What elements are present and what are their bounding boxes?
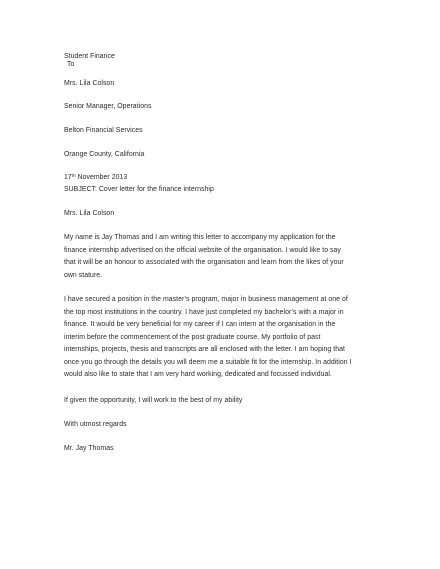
recipient-name: Mrs. Lila Colson — [64, 80, 115, 87]
paragraph-line: finance internship advertised on the official website of the organisation. I would like to say — [64, 246, 341, 254]
date-month-year: November 2013 — [75, 174, 128, 181]
date-day: 17 — [64, 174, 72, 181]
paragraph-line: finance. It would be very beneficial for my career if I can intern at the organisation in the — [64, 321, 336, 329]
paragraph-line: My name is Jay Thomas and I am writing this letter to accompany my application for the — [64, 234, 336, 241]
paragraph-closing-statement: If given the opportunity, I will work to the best of my ability — [64, 397, 243, 404]
paragraph-qualifications — [64, 294, 384, 382]
company-name: Belton Financial Services — [64, 127, 143, 134]
header-line-student-finance: Student Finance — [64, 53, 115, 60]
signature-name: Mr. Jay Thomas — [64, 445, 114, 452]
paragraph-line: interim before the commencement of the post graduate course. My portfolio of past — [64, 333, 321, 341]
paragraph-line: that it will be an honour to associated with the organisation and learn from the likes of your — [64, 259, 344, 267]
date-suffix: th — [71, 173, 76, 178]
subject-line: SUBJECT: Cover letter for the finance internship — [64, 186, 214, 193]
paragraph-line: I have secured a position in the master’s program, major in business management at one of — [64, 296, 348, 303]
recipient-title: Senior Manager, Operations — [64, 103, 152, 110]
paragraph-introduction — [64, 232, 384, 282]
closing-phrase: With utmost regards — [64, 421, 127, 428]
paragraph-line: once you go through the details you will deem me a suitable fit for the internship. In addition I — [64, 358, 352, 366]
company-location: Orange County, California — [64, 151, 145, 158]
paragraph-line: own stature. — [64, 271, 103, 279]
header-line-to: To — [67, 61, 75, 68]
salutation: Mrs. Lila Colson — [64, 210, 115, 217]
paragraph-line: would also like to state that I am very hard working, dedicated and focussed individual. — [64, 371, 332, 379]
paragraph-line: internships, projects, thesis and transcripts are all enclosed with the letter. I am hoping that — [64, 346, 345, 354]
letter-date — [64, 174, 127, 182]
paragraph-line: the top most institutions in the country. I have just completed my bachelor’s with a major in — [64, 308, 344, 316]
